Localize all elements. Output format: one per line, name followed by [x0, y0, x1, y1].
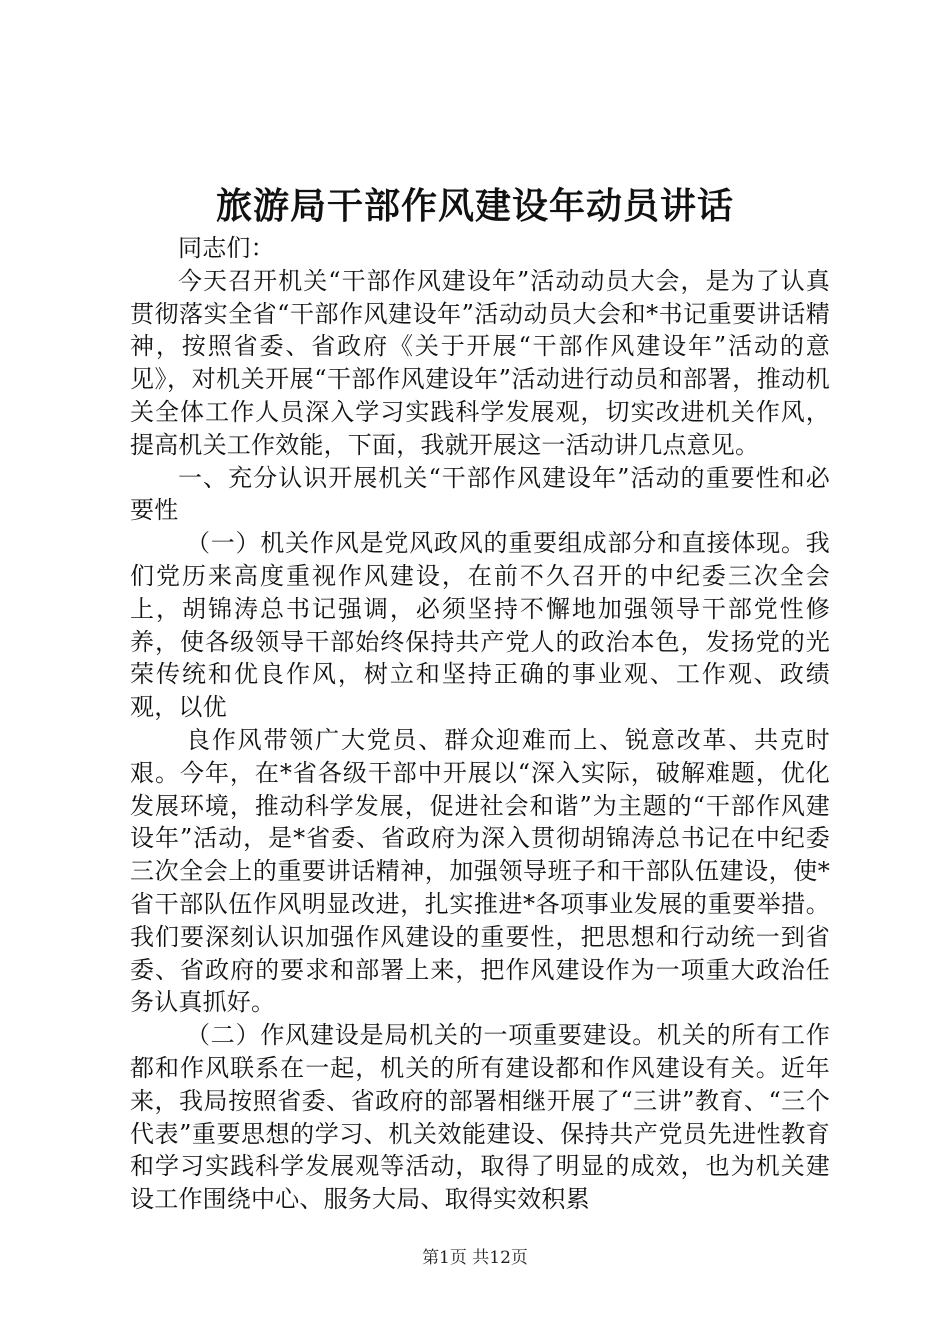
- document-body: [130, 232, 830, 1216]
- greeting: 同志们：: [178, 234, 275, 262]
- page-footer: 第1页 共12页: [422, 1248, 528, 1268]
- paragraph-continuation: 良作风带领广大党员、群众迎难而上、锐意改革、共克时艰。今年，在*省各级干部中开展以“深入实际，破解难题，优化发展环境，推动科学发展，促进社会和谐”为主题的“干部作风建设年”活动，是*省委、省政府为深入贯彻胡锦涛总书记在中纪委三次全会上的重要讲话精神，加强领导班子和干部队伍建设，使*省干部队伍作风明显改进，扎实推进*各项事业发展的重要举措。我们要深刻认识加强作风建设的重要性，把思想和行动统一到省委、省政府的要求和部署上来，把作风建设作为一项重大政治任务认真抓好。: [130, 725, 830, 1017]
- section-heading-1: 一、充分认识开展机关“干部作风建设年”活动的重要性和必要性: [130, 463, 830, 525]
- paragraph-intro: 今天召开机关“干部作风建设年”活动动员大会，是为了认真贯彻落实全省“干部作风建设年”活动动员大会和*书记重要讲话精神，按照省委、省政府《关于开展“干部作风建设年”活动的意见》，对机关开展“干部作风建设年”活动进行动员和部署，推动机关全体工作人员深入学习实践科学发展观，切实改进机关作风，提高机关工作效能，下面，我就开展这一活动讲几点意见。: [130, 266, 830, 459]
- document-title: 旅游局干部作风建设年动员讲话: [215, 185, 734, 227]
- paragraph-subsection-1: （一）机关作风是党风政风的重要组成部分和直接体现。我们党历来高度重视作风建设，在前不久召开的中纪委三次全会上，胡锦涛总书记强调，必须坚持不懈地加强领导干部党性修养，使各级领导干部始终保持共产党人的政治本色，发扬党的光荣传统和优良作风，树立和坚持正确的事业观、工作观、政绩观，以优: [130, 529, 830, 722]
- paragraph-subsection-2: （二）作风建设是局机关的一项重要建设。机关的所有工作都和作风联系在一起，机关的所有建设都和作风建设有关。近年来，我局按照省委、省政府的部署相继开展了“三讲”教育、“三个代表”重要思想的学习、机关效能建设、保持共产党员先进性教育和学习实践科学发展观等活动，取得了明显的成效，也为机关建设工作围绕中心、服务大局、取得实效积累: [130, 1021, 830, 1214]
